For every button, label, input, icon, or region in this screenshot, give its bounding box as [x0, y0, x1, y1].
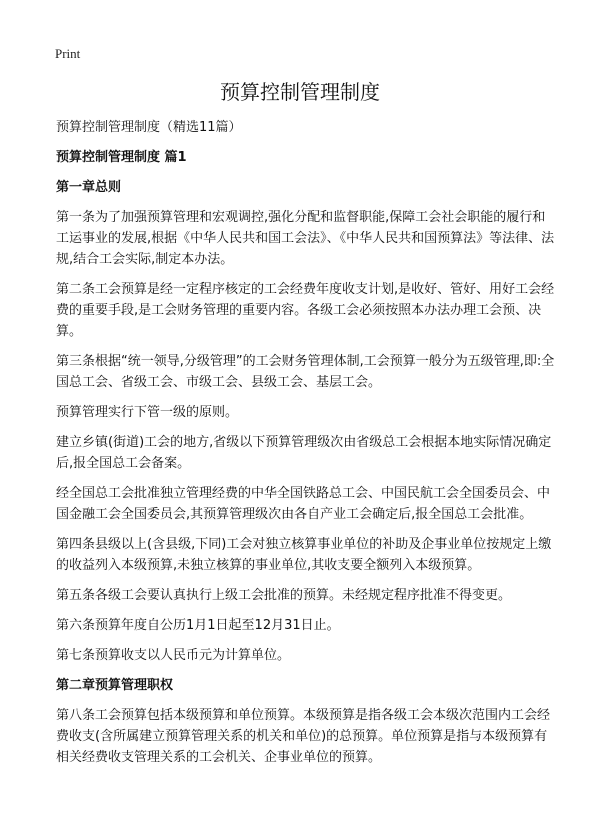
paragraph: 预算管理实行下管一级的原则。 — [56, 405, 239, 420]
article-heading: 预算控制管理制度 篇1 — [56, 150, 187, 165]
chapter-heading-1: 第一章总则 — [56, 180, 122, 195]
document-subtitle: 预算控制管理制度（精选11篇） — [56, 120, 242, 135]
paragraph: 第七条预算收支以人民币元为计算单位。 — [56, 648, 291, 663]
paragraph: 第六条预算年度自公历1月1日起至12月31日止。 — [56, 618, 340, 633]
paragraph: 第五条各级工会要认真执行上级工会批准的预算。未经规定程序批准不得变更。 — [56, 588, 512, 603]
paragraph: 经全国总工会批准独立管理经费的中华全国铁路总工会、中国民航工会全国委员会、中国金融工会全国委员会,其预算管理级次由各自产业工会确定后,报全国总工会批准。 — [56, 486, 551, 522]
paragraph: 第二条工会预算是经一定程序核定的工会经费年度收支计划,是收好、管好、用好工会经费的重要手段,是工会财务管理的重要内容。各级工会必须按照本办法办理工会预、决算。 — [56, 282, 555, 339]
page-title: 预算控制管理制度 — [220, 80, 380, 104]
paragraph: 第一条为了加强预算管理和宏观调控,强化分配和监督职能,保障工会社会职能的履行和工运事业的发展,根据《中华人民共和国工会法》、《中华人民共和国预算法》等法律、法规,结合工会实际,制定本办法。 — [56, 210, 555, 267]
paragraph: 第八条工会预算包括本级预算和单位预算。本级预算是指各级工会本级次范围内工会经费收支(含所属建立预算管理关系的机关和单位)的总预算。单位预算是指与本级预算有相关经费收支管理关系的工会机关、企事业单位的预算。 — [56, 708, 551, 765]
chapter-heading-2: 第二章预算管理职权 — [56, 678, 174, 693]
paragraph: 第四条县级以上(含县级,下同)工会对独立核算事业单位的补助及企事业单位按规定上缴的收益列入本级预算,未独立核算的事业单位,其收支要全额列入本级预算。 — [56, 537, 552, 573]
paragraph: 第三条根据“统一领导,分级管理”的工会财务管理体制,工会预算一般分为五级管理,即:全国总工会、省级工会、市级工会、县级工会、基层工会。 — [56, 354, 555, 390]
print-link[interactable]: Print — [55, 46, 81, 61]
document-body — [56, 117, 556, 777]
paragraph: 建立乡镇(街道)工会的地方,省级以下预算管理级次由省级总工会根据本地实际情况确定后,报全国总工会备案。 — [56, 435, 552, 471]
